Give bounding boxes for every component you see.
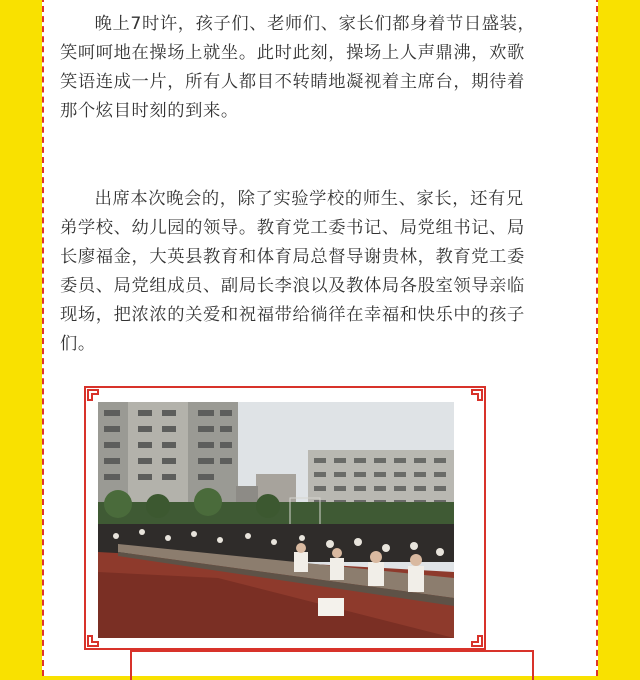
photo-frame bbox=[84, 386, 486, 650]
event-photo-illustration bbox=[98, 402, 454, 638]
article-paragraph-1: 晚上7时许，孩子们、老师们、家长们都身着节日盛装，笑呵呵地在操场上就坐。此时此刻，操场上人声鼎沸，欢歌笑语连成一片，所有人都目不转睛地凝视着主席台，期待着那个炫目时刻的到来。 bbox=[60, 14, 536, 121]
frame-corner-ornament bbox=[464, 386, 486, 408]
frame-corner-ornament bbox=[464, 628, 486, 650]
article-paragraph-2: 出席本次晚会的，除了实验学校的师生、家长，还有兄弟学校、幼儿园的领导。教育党工委书记、局党组书记、局长廖福金，大英县教育和体育局总督导谢贵林，教育党工委委员、局党组成员、副局长李浪以及教体局各股室领导亲临现场，把浓浓的关爱和祝福带给徜徉在幸福和快乐中的孩子们。 bbox=[60, 189, 525, 354]
event-photo bbox=[98, 402, 454, 638]
next-photo-frame-top bbox=[130, 650, 534, 680]
